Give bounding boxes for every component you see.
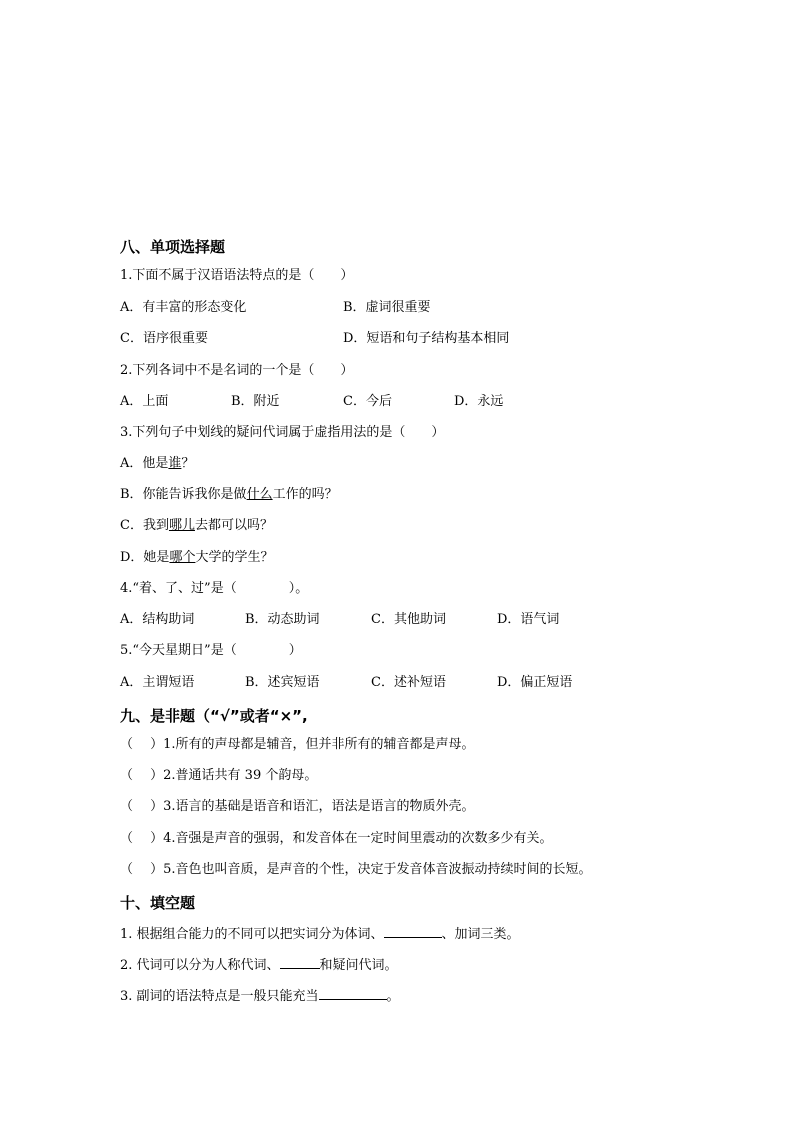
q2-option-b: B．附近 <box>231 394 280 409</box>
q2-option-d: D．永远 <box>454 394 504 409</box>
q3-b-underlined-word: 什么 <box>246 487 273 502</box>
q5-option-b: B．述宾短语 <box>245 675 320 690</box>
fill-3-blank[interactable] <box>319 987 387 1000</box>
section-9-title: 九、是非题（“√”或者“×”, <box>120 707 308 725</box>
q3-option-c <box>120 518 273 534</box>
q1-option-a: A．有丰富的形态变化 <box>120 300 247 315</box>
q4-option-c: C．其他助词 <box>371 612 446 627</box>
q5-option-a: A．主谓短语 <box>120 675 195 690</box>
q3-c-suffix: 去都可以吗？ <box>194 518 273 533</box>
q2-stem: 2.下列各词中不是名词的一个是（ ） <box>120 363 354 378</box>
q5-option-d: D．偏正短语 <box>497 675 573 690</box>
q3-b-prefix: B．你能告诉我你是做 <box>120 487 247 502</box>
q3-option-a <box>120 456 194 472</box>
tf-item-1: （ ）1.所有的声母都是辅音，但并非所有的辅音都是声母。 <box>120 737 475 752</box>
q4-stem: 4.“着、了、过”是（ ）。 <box>120 581 309 596</box>
q3-a-prefix: A．他是 <box>120 456 169 471</box>
tf-item-5: （ ）5.音色也叫音质，是声音的个性，决定于发音体音波振动持续时间的长短。 <box>120 862 592 877</box>
q2-option-c: C．今后 <box>343 394 392 409</box>
q3-b-suffix: 工作的吗？ <box>272 487 338 502</box>
fill-item-3 <box>120 987 400 1005</box>
q3-d-prefix: D．她是 <box>120 550 170 565</box>
tf-item-4: （ ）4.音强是声音的强弱，和发音体在一定时间里震动的次数多少有关。 <box>120 831 553 846</box>
q3-c-underlined-word: 哪儿 <box>168 518 195 533</box>
fill-3-suffix: 。 <box>386 989 400 1004</box>
fill-2-blank[interactable] <box>280 956 320 969</box>
q5-stem: 5.“今天星期日”是（ ） <box>120 643 302 658</box>
fill-1-suffix: 、加词三类。 <box>441 927 520 942</box>
q1-option-d: D．短语和句子结构基本相同 <box>343 331 510 346</box>
fill-1-blank[interactable] <box>384 925 442 938</box>
q5-option-c: C．述补短语 <box>371 675 446 690</box>
q3-stem: 3.下列句子中划线的疑问代词属于虚指用法的是（ ） <box>120 425 445 440</box>
fill-item-1 <box>120 925 520 943</box>
section-10-title: 十、填空题 <box>120 894 196 912</box>
q3-option-b <box>120 487 338 503</box>
section-8-title: 八、单项选择题 <box>120 238 226 256</box>
q1-stem: 1.下面不属于汉语语法特点的是（ ） <box>120 268 354 283</box>
fill-2-prefix: 2. 代词可以分为人称代词、 <box>120 958 280 973</box>
q3-a-underlined-word: 谁 <box>168 456 182 471</box>
q2-option-a: A．上面 <box>120 394 169 409</box>
q3-option-d <box>120 550 273 566</box>
q1-option-b: B．虚词很重要 <box>343 300 431 315</box>
q3-d-suffix: 大学的学生？ <box>195 550 274 565</box>
q3-a-suffix: ？ <box>181 456 195 471</box>
fill-3-prefix: 3. 副词的语法特点是一般只能充当 <box>120 989 319 1004</box>
tf-item-3: （ ）3.语言的基础是语音和语汇，语法是语言的物质外壳。 <box>120 799 475 814</box>
q4-option-b: B．动态助词 <box>245 612 320 627</box>
fill-2-suffix: 和疑问代词。 <box>319 958 398 973</box>
q3-c-prefix: C．我到 <box>120 518 169 533</box>
fill-item-2 <box>120 956 398 974</box>
q4-option-d: D．语气词 <box>497 612 560 627</box>
fill-1-prefix: 1. 根据组合能力的不同可以把实词分为体词、 <box>120 927 384 942</box>
tf-item-2: （ ）2.普通话共有 39 个韵母。 <box>120 768 318 783</box>
q3-d-underlined-word: 哪个 <box>169 550 196 565</box>
q4-option-a: A．结构助词 <box>120 612 195 627</box>
q1-option-c: C．语序很重要 <box>120 331 208 346</box>
